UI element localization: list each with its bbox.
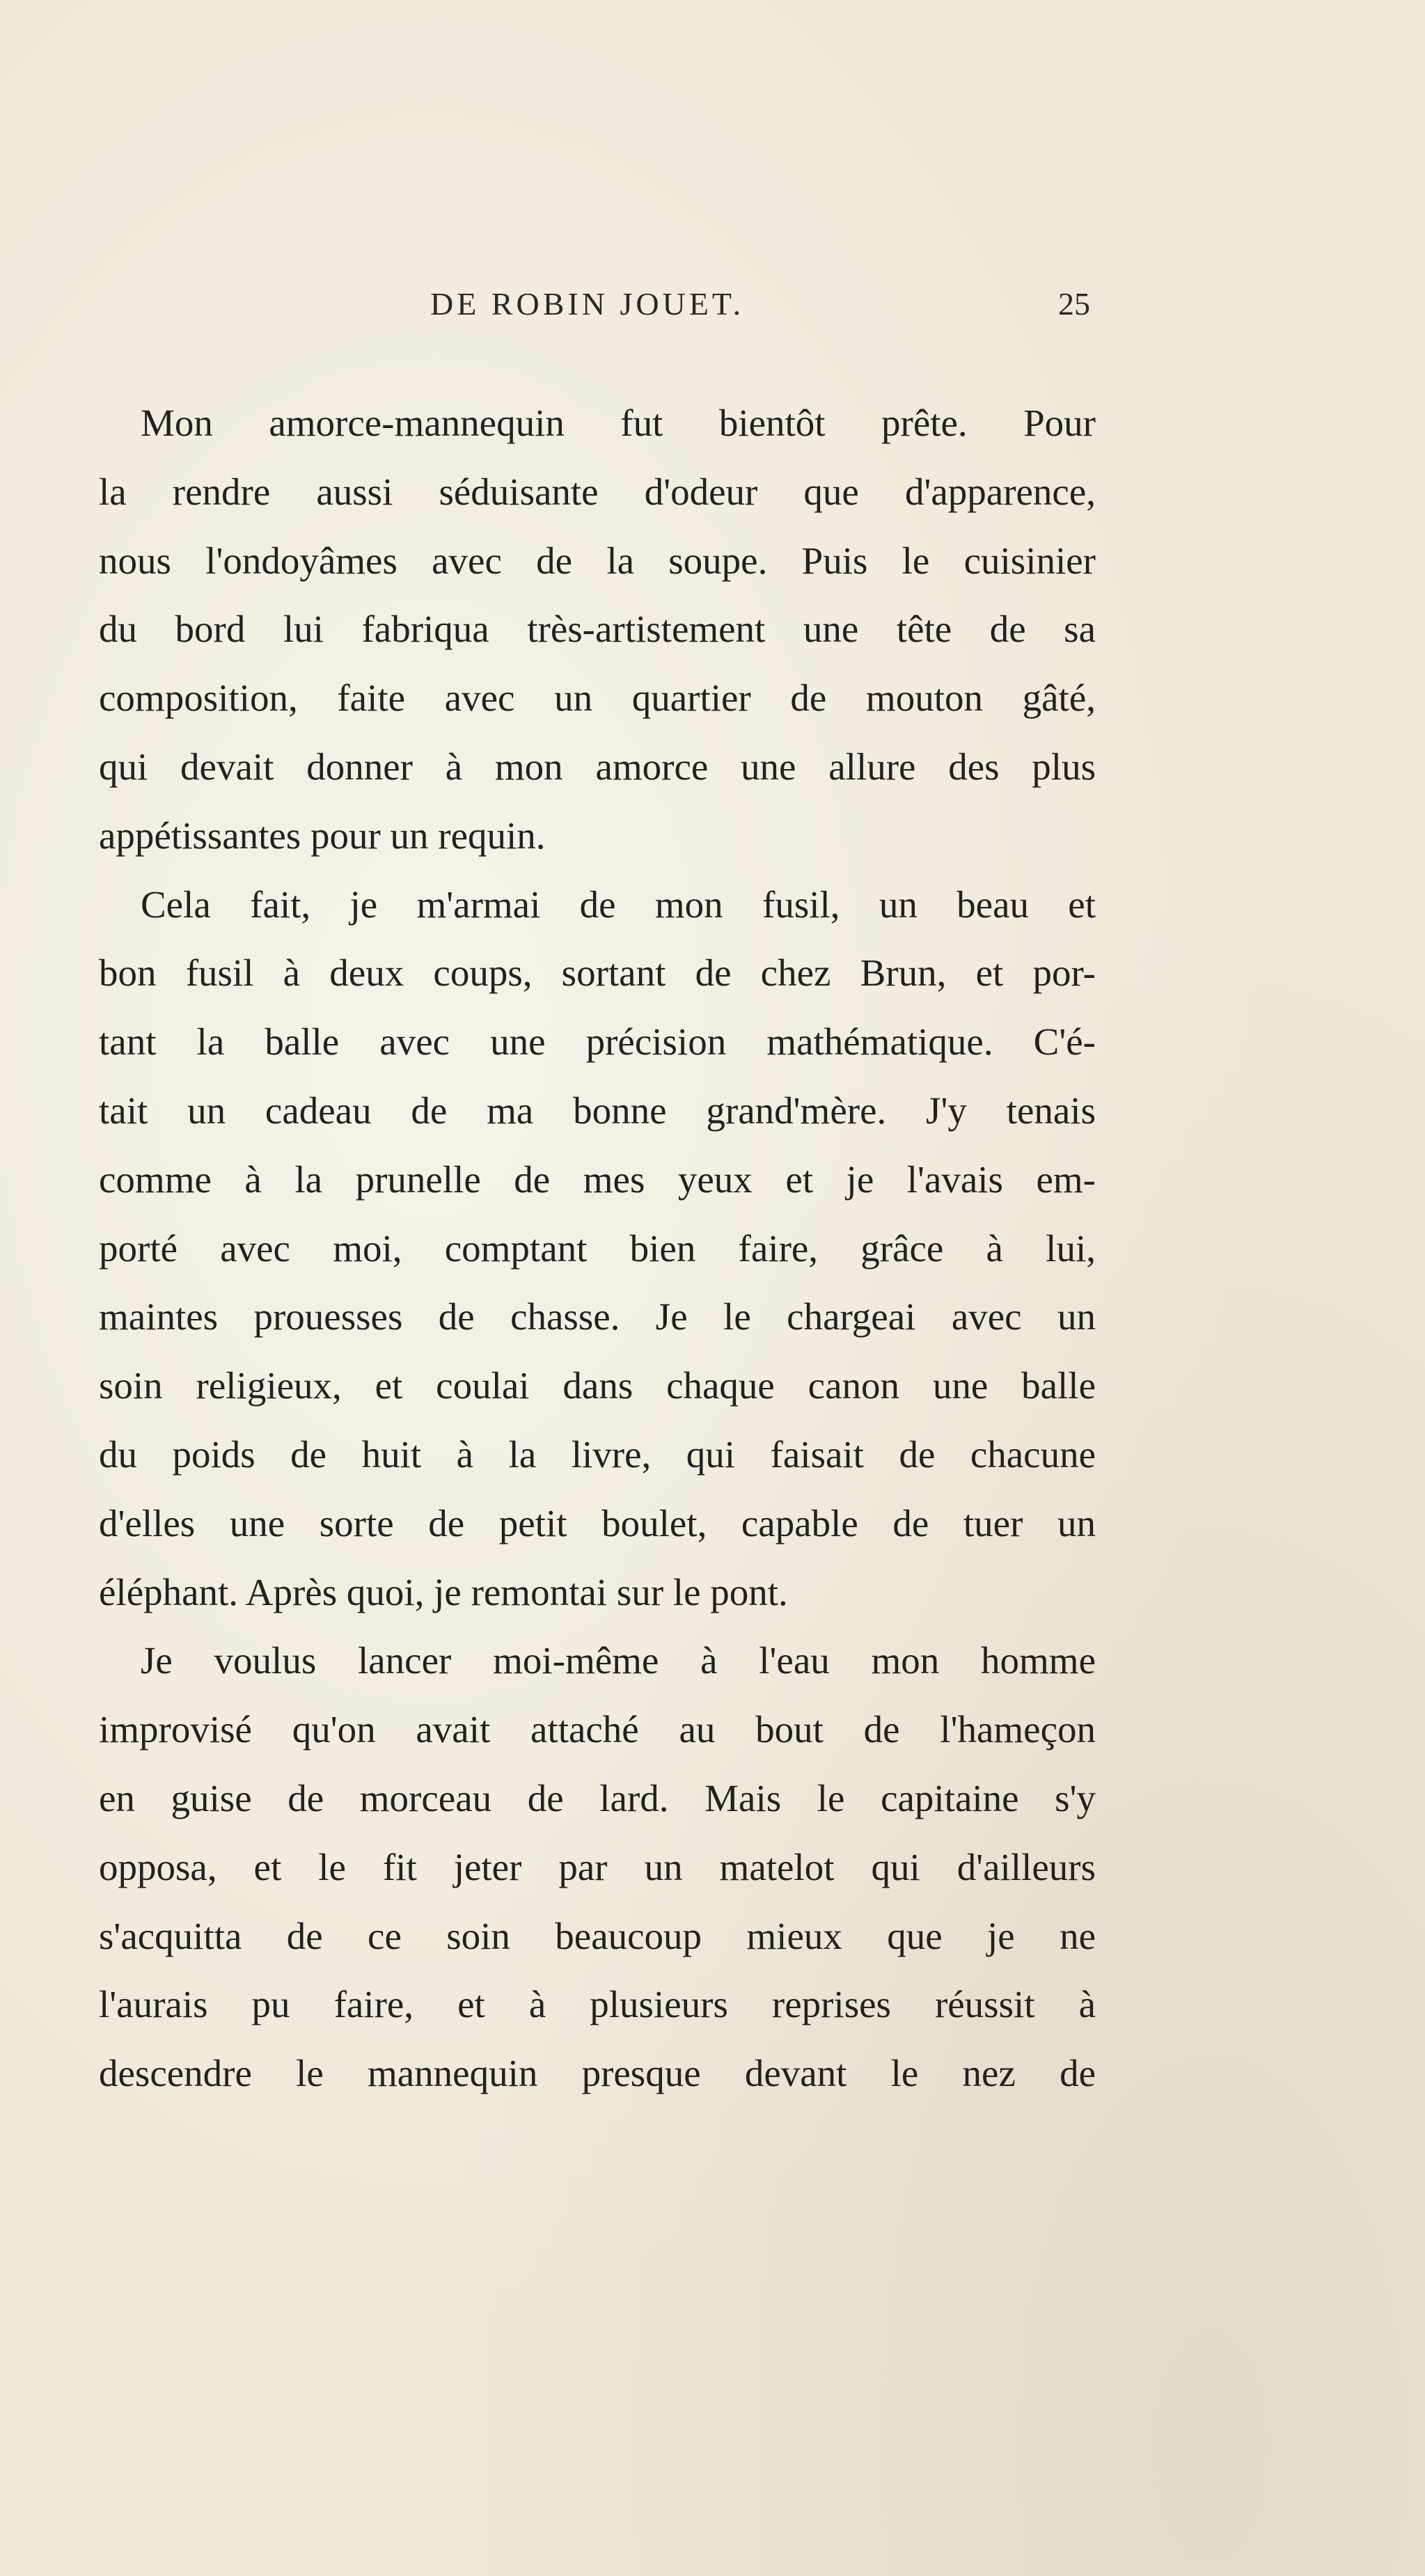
text-line: d'elles une sorte de petit boulet, capable de tuer un: [99, 1501, 1096, 1544]
text-line: appétissantes pour un requin.: [99, 814, 546, 857]
text-line: maintes prouesses de chasse. Je le chargeai avec un: [99, 1295, 1096, 1338]
running-title: DE ROBIN JOUET.: [430, 286, 745, 322]
text-line: nous l'ondoyâmes avec de la soupe. Puis le cuisinier: [99, 539, 1096, 582]
text-line: qui devait donner à mon amorce une allure des plus: [99, 745, 1096, 788]
text-line: improvisé qu'on avait attaché au bout de l'hameçon: [99, 1708, 1096, 1751]
text-line: du bord lui fabriqua très-artistement une tête de sa: [99, 608, 1096, 651]
text-line: opposa, et le fit jeter par un matelot qui d'ailleurs: [99, 1845, 1096, 1888]
text-line: Cela fait, je m'armai de mon fusil, un beau et: [141, 883, 1096, 926]
text-line: bon fusil à deux coups, sortant de chez Brun, et por-: [99, 951, 1096, 995]
text-line: Mon amorce-mannequin fut bientôt prête. Pour: [141, 402, 1096, 444]
body-text: [99, 402, 1096, 2121]
text-line: en guise de morceau de lard. Mais le capitaine s'y: [99, 1776, 1096, 1819]
text-line: Je voulus lancer moi-même à l'eau mon homme: [141, 1639, 1096, 1682]
text-line: la rendre aussi séduisante d'odeur que d'apparence,: [99, 470, 1096, 513]
text-line: tant la balle avec une précision mathématique. C'é-: [99, 1020, 1096, 1064]
text-line: soin religieux, et coulai dans chaque canon une balle: [99, 1364, 1096, 1407]
text-line: éléphant. Après quoi, je remontai sur le pont.: [99, 1570, 788, 1613]
page-number: 25: [1058, 286, 1090, 322]
text-line: porté avec moi, comptant bien faire, grâce à lui,: [99, 1226, 1096, 1270]
text-line: tait un cadeau de ma bonne grand'mère. J'y tenais: [99, 1089, 1096, 1132]
running-head: [0, 285, 1425, 327]
text-line: du poids de huit à la livre, qui faisait de chacune: [99, 1432, 1096, 1476]
text-line: descendre le mannequin presque devant le nez de: [99, 2052, 1096, 2095]
text-line: comme à la prunelle de mes yeux et je l'avais em-: [99, 1157, 1096, 1201]
text-line: l'aurais pu faire, et à plusieurs reprises réussit à: [99, 1983, 1096, 2026]
text-line: composition, faite avec un quartier de mouton gâté,: [99, 677, 1096, 720]
text-line: s'acquitta de ce soin beaucoup mieux que je ne: [99, 1914, 1096, 1957]
